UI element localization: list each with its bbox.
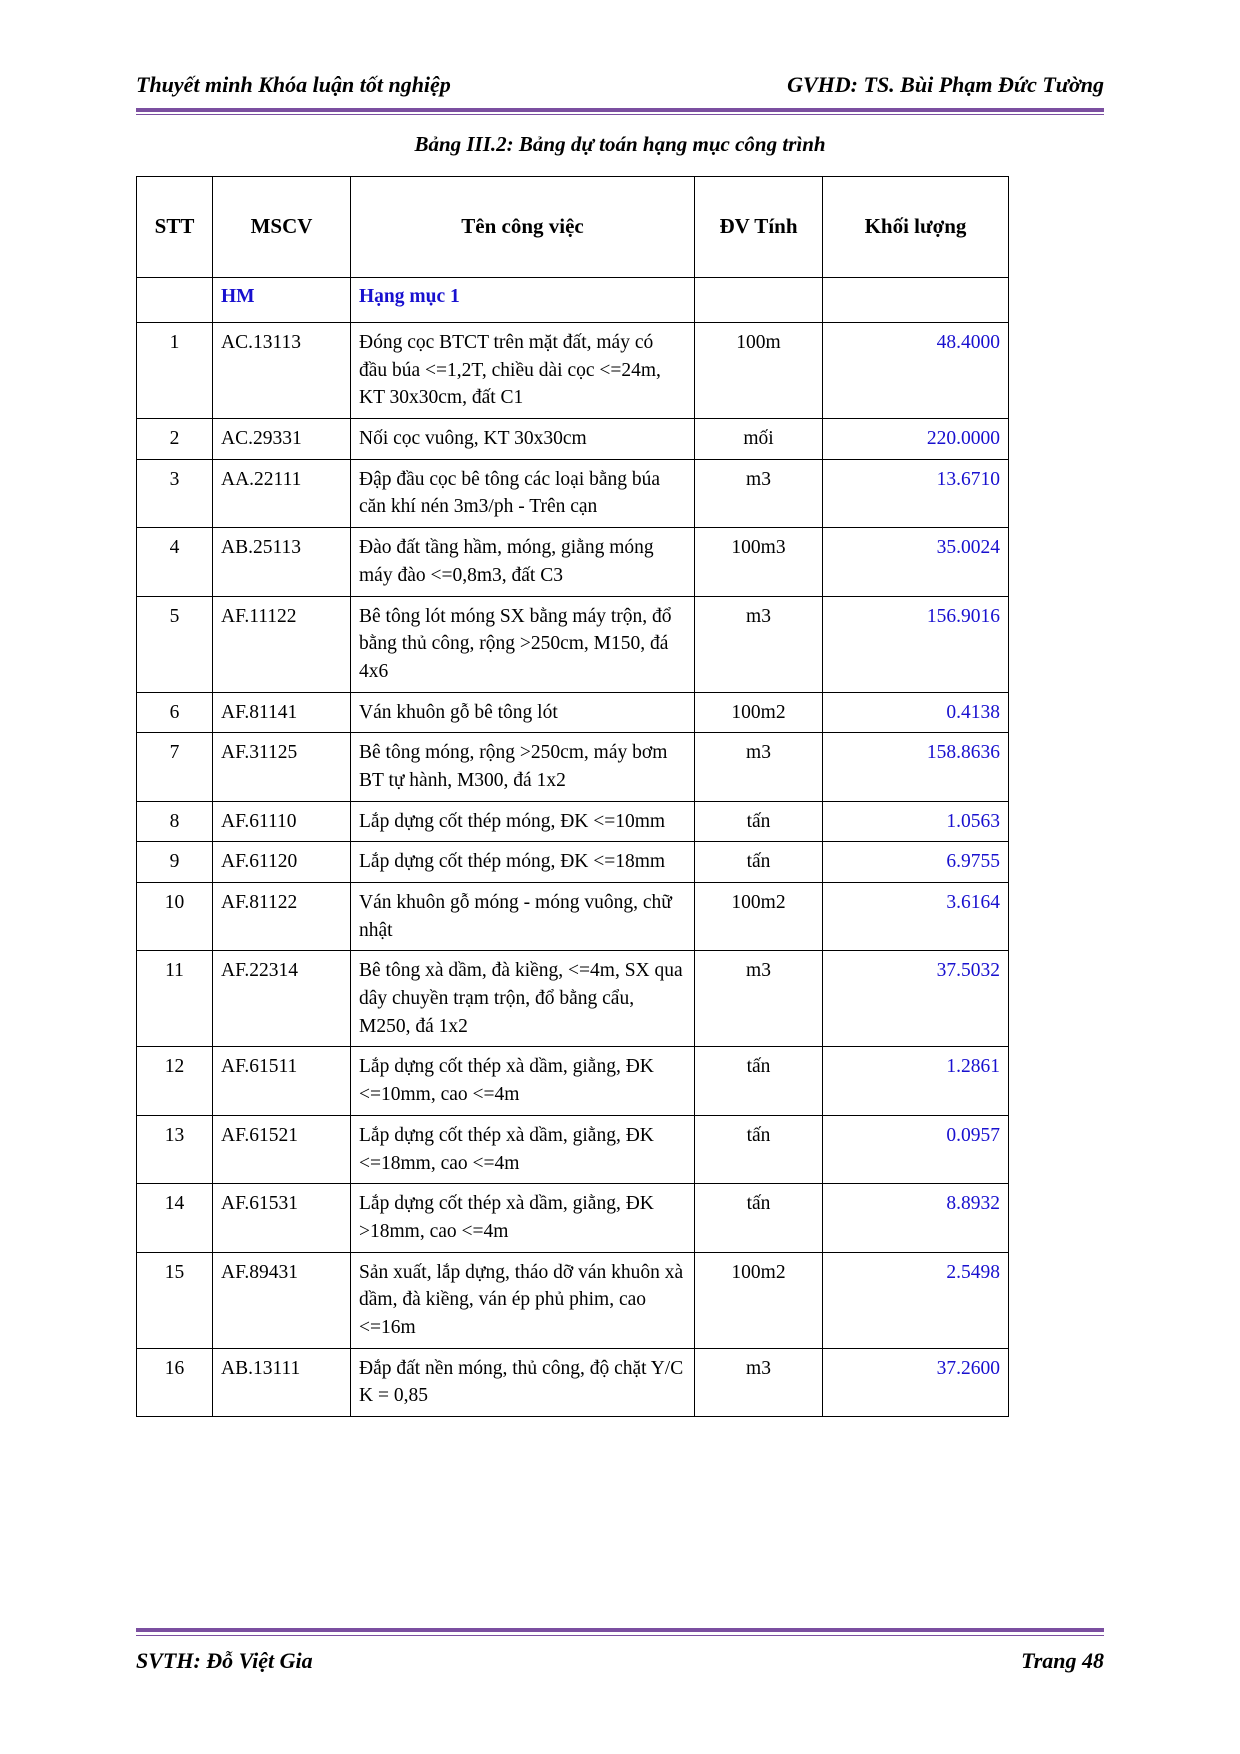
table-header-row: [137, 177, 1009, 278]
table-head: [137, 177, 1009, 278]
row-stt: 6: [137, 692, 213, 733]
table-row: [137, 323, 1009, 419]
row-unit: 100m2: [695, 692, 823, 733]
row-unit: m3: [695, 459, 823, 527]
row-unit: tấn: [695, 801, 823, 842]
row-mscv: AF.89431: [213, 1252, 351, 1348]
row-stt: 12: [137, 1047, 213, 1115]
row-stt: 10: [137, 883, 213, 951]
row-task-name: Đập đầu cọc bê tông các loại bằng búa căn khí nén 3m3/ph - Trên cạn: [351, 459, 695, 527]
row-task-name: Nối cọc vuông, KT 30x30cm: [351, 419, 695, 460]
row-quantity: 0.4138: [823, 692, 1009, 733]
footer-divider-thin: [136, 1635, 1104, 1636]
row-unit: tấn: [695, 1047, 823, 1115]
column-header-stt: STT: [137, 177, 213, 278]
row-mscv: AC.29331: [213, 419, 351, 460]
row-mscv: AA.22111: [213, 459, 351, 527]
row-stt: 3: [137, 459, 213, 527]
table-group-row: [137, 278, 1009, 323]
row-quantity: 6.9755: [823, 842, 1009, 883]
row-task-name: Lắp dựng cốt thép xà dầm, giằng, ĐK >18mm, cao <=4m: [351, 1184, 695, 1252]
page-footer: [136, 1648, 1104, 1674]
group-row-label: Hạng mục 1: [351, 278, 695, 323]
row-task-name: Bê tông xà dầm, đà kiềng, <=4m, SX qua dây chuyền trạm trộn, đổ bằng cẩu, M250, đá 1x2: [351, 951, 695, 1047]
row-task-name: Đào đất tầng hầm, móng, giằng móng máy đào <=0,8m3, đất C3: [351, 528, 695, 596]
row-unit: tấn: [695, 1115, 823, 1183]
group-row-code: HM: [213, 278, 351, 323]
row-stt: 5: [137, 596, 213, 692]
row-quantity: 37.2600: [823, 1348, 1009, 1416]
table-row: [137, 733, 1009, 801]
row-quantity: 0.0957: [823, 1115, 1009, 1183]
table-row: [137, 1184, 1009, 1252]
row-task-name: Ván khuôn gỗ bê tông lót: [351, 692, 695, 733]
row-unit: tấn: [695, 1184, 823, 1252]
header-left-text: Thuyết minh Khóa luận tốt nghiệp: [136, 72, 451, 97]
row-stt: 7: [137, 733, 213, 801]
row-quantity: 8.8932: [823, 1184, 1009, 1252]
row-quantity: 158.8636: [823, 733, 1009, 801]
row-task-name: Lắp dựng cốt thép móng, ĐK <=18mm: [351, 842, 695, 883]
table-row: [137, 419, 1009, 460]
page-header: [136, 72, 1104, 98]
row-task-name: Bê tông lót móng SX bằng máy trộn, đổ bằng thủ công, rộng >250cm, M150, đá 4x6: [351, 596, 695, 692]
table-row: [137, 1115, 1009, 1183]
row-quantity: 2.5498: [823, 1252, 1009, 1348]
row-mscv: AF.81122: [213, 883, 351, 951]
row-mscv: AF.61511: [213, 1047, 351, 1115]
header-divider: [136, 108, 1104, 112]
row-mscv: AC.13113: [213, 323, 351, 419]
table-body: [137, 278, 1009, 1417]
row-mscv: AF.61531: [213, 1184, 351, 1252]
row-stt: 14: [137, 1184, 213, 1252]
row-stt: 8: [137, 801, 213, 842]
row-task-name: Ván khuôn gỗ móng - móng vuông, chữ nhật: [351, 883, 695, 951]
row-mscv: AF.61120: [213, 842, 351, 883]
row-unit: m3: [695, 596, 823, 692]
row-stt: 13: [137, 1115, 213, 1183]
table-row: [137, 692, 1009, 733]
row-mscv: AF.61521: [213, 1115, 351, 1183]
row-task-name: Đóng cọc BTCT trên mặt đất, máy có đầu búa <=1,2T, chiều dài cọc <=24m, KT 30x30cm, đất C1: [351, 323, 695, 419]
row-task-name: Bê tông móng, rộng >250cm, máy bơm BT tự hành, M300, đá 1x2: [351, 733, 695, 801]
row-quantity: 1.2861: [823, 1047, 1009, 1115]
row-task-name: Lắp dựng cốt thép xà dầm, giằng, ĐK <=10mm, cao <=4m: [351, 1047, 695, 1115]
footer-divider: [136, 1628, 1104, 1632]
row-unit: 100m2: [695, 1252, 823, 1348]
row-quantity: 13.6710: [823, 459, 1009, 527]
row-quantity: 37.5032: [823, 951, 1009, 1047]
estimate-table: [136, 176, 1009, 1417]
column-header-mscv: MSCV: [213, 177, 351, 278]
row-stt: 9: [137, 842, 213, 883]
row-mscv: AB.25113: [213, 528, 351, 596]
table-row: [137, 1252, 1009, 1348]
footer-page-number: 48: [1082, 1648, 1104, 1673]
row-mscv: AF.22314: [213, 951, 351, 1047]
row-stt: 2: [137, 419, 213, 460]
table-row: [137, 1348, 1009, 1416]
row-task-name: Đắp đất nền móng, thủ công, độ chặt Y/C K = 0,85: [351, 1348, 695, 1416]
row-unit: tấn: [695, 842, 823, 883]
row-task-name: Lắp dựng cốt thép xà dầm, giằng, ĐK <=18mm, cao <=4m: [351, 1115, 695, 1183]
footer-page-indicator: [1021, 1648, 1104, 1674]
header-divider-thin: [136, 114, 1104, 115]
row-mscv: AB.13111: [213, 1348, 351, 1416]
table-row: [137, 883, 1009, 951]
row-stt: 4: [137, 528, 213, 596]
group-row-unit: [695, 278, 823, 323]
row-quantity: 48.4000: [823, 323, 1009, 419]
row-mscv: AF.81141: [213, 692, 351, 733]
row-unit: m3: [695, 1348, 823, 1416]
row-task-name: Lắp dựng cốt thép móng, ĐK <=10mm: [351, 801, 695, 842]
table-caption: Bảng III.2: Bảng dự toán hạng mục công trình: [414, 132, 826, 156]
row-stt: 1: [137, 323, 213, 419]
group-row-quantity: [823, 278, 1009, 323]
footer-page-label: Trang: [1021, 1648, 1077, 1673]
footer-author: SVTH: Đỗ Việt Gia: [136, 1648, 313, 1673]
row-unit: 100m3: [695, 528, 823, 596]
row-unit: 100m: [695, 323, 823, 419]
row-mscv: AF.11122: [213, 596, 351, 692]
row-task-name: Sản xuất, lắp dựng, tháo dỡ ván khuôn xà dầm, đà kiềng, ván ép phủ phim, cao <=16m: [351, 1252, 695, 1348]
row-quantity: 35.0024: [823, 528, 1009, 596]
table-row: [137, 459, 1009, 527]
table-row: [137, 842, 1009, 883]
row-stt: 11: [137, 951, 213, 1047]
group-row-stt: [137, 278, 213, 323]
column-header-unit: ĐV Tính: [695, 177, 823, 278]
table-row: [137, 801, 1009, 842]
row-quantity: 1.0563: [823, 801, 1009, 842]
row-unit: m3: [695, 733, 823, 801]
row-stt: 15: [137, 1252, 213, 1348]
row-unit: 100m2: [695, 883, 823, 951]
column-header-quantity: Khối lượng: [823, 177, 1009, 278]
header-right-text: GVHD: TS. Bùi Phạm Đức Tường: [787, 72, 1104, 97]
row-quantity: 156.9016: [823, 596, 1009, 692]
column-header-task-name: Tên công việc: [351, 177, 695, 278]
table-row: [137, 596, 1009, 692]
table-row: [137, 1047, 1009, 1115]
row-unit: mối: [695, 419, 823, 460]
table-row: [137, 951, 1009, 1047]
row-quantity: 3.6164: [823, 883, 1009, 951]
row-mscv: AF.61110: [213, 801, 351, 842]
row-stt: 16: [137, 1348, 213, 1416]
row-quantity: 220.0000: [823, 419, 1009, 460]
table-row: [137, 528, 1009, 596]
row-mscv: AF.31125: [213, 733, 351, 801]
estimate-table-container: [136, 176, 1008, 1417]
row-unit: m3: [695, 951, 823, 1047]
